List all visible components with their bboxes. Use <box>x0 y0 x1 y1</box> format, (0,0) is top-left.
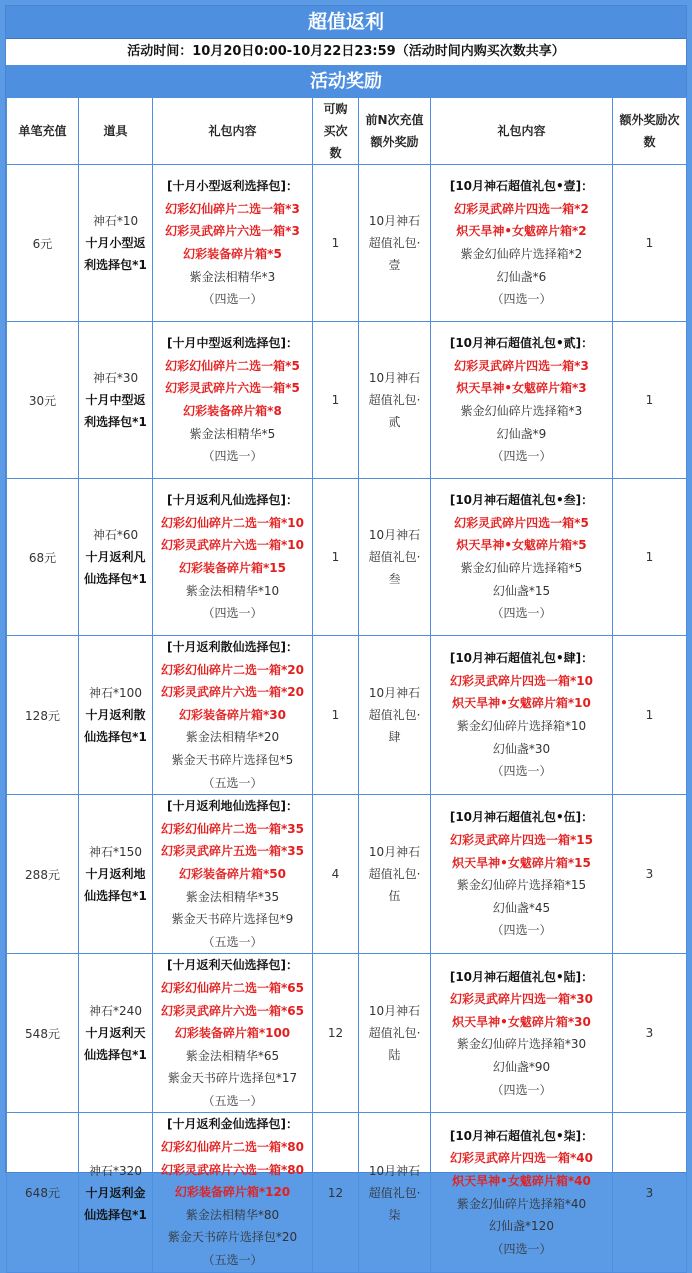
item-cell <box>79 479 153 636</box>
buy-times: 1 <box>313 479 359 636</box>
bonus-item: 幻仙盏*45 <box>492 900 551 915</box>
item-cell <box>79 795 153 954</box>
pack-item: 紫金天书碎片选择包*9 <box>171 912 294 927</box>
item-cell <box>79 636 153 795</box>
bonus-contents <box>431 795 613 954</box>
bonus-title: [10月神石超值礼包•陆]： <box>449 969 594 984</box>
extra-times: 1 <box>613 165 687 322</box>
pack-title: [十月返利散仙选择包]： <box>167 640 298 654</box>
bonus-contents <box>431 165 613 322</box>
pack-item: 紫金天书碎片选择包*5 <box>171 752 294 767</box>
activity-time: 活动时间：10月20日0:00-10月22日23:59（活动时间内购买次数共享） <box>6 39 686 67</box>
item-line: 仙选择包*1 <box>84 730 147 745</box>
item-line: 利选择包*1 <box>84 415 147 429</box>
bonus-red-item: 炽天旱神•女魃碎片箱*3 <box>456 381 587 396</box>
item-line: 神石*60 <box>92 528 139 542</box>
bonus-contents <box>431 954 613 1113</box>
bonus-item: 紫金幻仙碎片选择箱*10 <box>456 719 587 734</box>
bonus-red-item: 幻彩灵武碎片四选一箱*5 <box>454 515 589 530</box>
pack-red-item: 幻彩灵武碎片六选一箱*65 <box>161 1003 304 1018</box>
recharge-amount: 68元 <box>7 479 79 636</box>
bonus-line: 10月神石 <box>368 845 421 860</box>
bonus-red-item: 幻彩灵武碎片四选一箱*10 <box>450 673 593 688</box>
bonus-name <box>359 954 431 1113</box>
pack-choice: （五选一） <box>202 934 263 949</box>
pack-red-item: 幻彩幻仙碎片二选一箱*3 <box>165 201 300 216</box>
extra-times: 1 <box>613 322 687 479</box>
table-row <box>7 479 687 636</box>
bonus-item: 幻仙盏*30 <box>492 741 551 756</box>
pack-red-item: 幻彩装备碎片箱*50 <box>179 866 286 881</box>
bonus-line: 10月神石 <box>368 214 421 228</box>
bonus-contents <box>431 322 613 479</box>
bonus-red-item: 炽天旱神•女魃碎片箱*30 <box>452 1014 591 1029</box>
pack-item: 紫金法相精华*80 <box>185 1207 280 1222</box>
pack-red-item: 幻彩幻仙碎片二选一箱*65 <box>161 980 304 995</box>
pack-item: 紫金法相精华*10 <box>185 583 280 598</box>
item-line: 十月返利散 <box>85 708 146 723</box>
bonus-red-item: 幻彩灵武碎片四选一箱*30 <box>450 992 593 1007</box>
bonus-line: 超值礼包· <box>368 867 421 882</box>
pack-choice: （四选一） <box>202 449 263 464</box>
bonus-item: 紫金幻仙碎片选择箱*3 <box>460 404 583 418</box>
bonus-line: 贰 <box>388 415 401 429</box>
pack-item: 紫金法相精华*35 <box>185 889 280 904</box>
extra-times: 3 <box>613 795 687 954</box>
bonus-line: 伍 <box>388 889 401 904</box>
item-line: 神石*320 <box>89 1163 142 1178</box>
bonus-name <box>359 479 431 636</box>
bonus-item: 紫金幻仙碎片选择箱*30 <box>456 1037 587 1052</box>
pack-title: [十月小型返利选择包]： <box>167 179 298 194</box>
extra-times: 3 <box>613 954 687 1113</box>
extra-times: 3 <box>613 1113 687 1272</box>
bonus-red-item: 炽天旱神•女魃碎片箱*15 <box>452 855 591 870</box>
buy-times: 1 <box>313 322 359 479</box>
pack-red-item: 幻彩幻仙碎片二选一箱*5 <box>165 358 300 373</box>
bonus-line: 超值礼包· <box>368 550 421 564</box>
pack-red-item: 幻彩装备碎片箱*5 <box>183 247 282 261</box>
pack-red-item: 幻彩灵武碎片五选一箱*35 <box>161 844 304 859</box>
bonus-item: 幻仙盏*6 <box>496 269 547 284</box>
buy-times: 12 <box>313 954 359 1113</box>
pack-red-item: 幻彩幻仙碎片二选一箱*10 <box>161 515 304 530</box>
pack-title: [十月返利天仙选择包]： <box>167 958 298 973</box>
bonus-contents <box>431 1113 613 1272</box>
pack-item: 紫金法相精华*3 <box>189 269 276 284</box>
bonus-name <box>359 795 431 954</box>
item-line: 神石*150 <box>89 845 142 860</box>
bonus-line: 超值礼包· <box>368 236 421 250</box>
table-row <box>7 636 687 795</box>
pack-contents <box>153 795 313 954</box>
bonus-name <box>359 636 431 795</box>
bonus-line: 叁 <box>388 572 401 586</box>
bonus-red-item: 幻彩灵武碎片四选一箱*15 <box>450 833 593 848</box>
bonus-title: [10月神石超值礼包•叁]： <box>449 493 594 508</box>
bonus-item: 紫金幻仙碎片选择箱*5 <box>460 561 583 575</box>
bonus-line: 10月神石 <box>368 686 421 701</box>
item-line: 神石*10 <box>92 214 139 228</box>
item-line: 十月返利凡 <box>85 550 146 564</box>
item-line: 利选择包*1 <box>84 258 147 272</box>
bonus-item: 幻仙盏*15 <box>492 583 551 598</box>
pack-red-item: 幻彩装备碎片箱*30 <box>179 707 286 722</box>
bonus-line: 超值礼包· <box>368 1185 421 1200</box>
pack-title: [十月返利地仙选择包]： <box>167 799 298 814</box>
bonus-item: 幻仙盏*9 <box>496 426 547 441</box>
item-line: 十月返利金 <box>85 1185 146 1200</box>
item-cell <box>79 1113 153 1272</box>
table-header-row <box>7 98 687 165</box>
bonus-line: 壹 <box>388 258 401 272</box>
pack-choice: （五选一） <box>202 1093 263 1108</box>
reward-section-title: 活动奖励 <box>6 67 686 97</box>
pack-red-item: 幻彩装备碎片箱*120 <box>174 1185 291 1200</box>
extra-times: 1 <box>613 479 687 636</box>
recharge-amount: 648元 <box>7 1113 79 1272</box>
pack-choice: （五选一） <box>202 775 263 790</box>
pack-red-item: 幻彩灵武碎片六选一箱*10 <box>161 538 304 553</box>
pack-red-item: 幻彩灵武碎片六选一箱*20 <box>161 685 304 700</box>
pack-red-item: 幻彩幻仙碎片二选一箱*35 <box>161 821 304 836</box>
bonus-choice: （四选一） <box>491 764 552 779</box>
bonus-red-item: 幻彩灵武碎片四选一箱*40 <box>450 1151 593 1166</box>
bonus-line: 10月神石 <box>368 528 421 542</box>
bonus-choice: （四选一） <box>491 292 552 307</box>
pack-choice: （四选一） <box>202 606 263 621</box>
bonus-red-item: 炽天旱神•女魃碎片箱*10 <box>452 696 591 711</box>
item-line: 仙选择包*1 <box>84 1207 147 1222</box>
item-cell <box>79 954 153 1113</box>
item-cell <box>79 165 153 322</box>
buy-times: 12 <box>313 1113 359 1272</box>
pack-red-item: 幻彩装备碎片箱*15 <box>179 561 286 575</box>
item-line: 十月中型返 <box>85 393 146 407</box>
bonus-item: 幻仙盏*90 <box>492 1059 551 1074</box>
item-line: 神石*30 <box>92 371 139 385</box>
bonus-line: 柒 <box>388 1207 401 1222</box>
bonus-name <box>359 165 431 322</box>
item-cell <box>79 322 153 479</box>
bonus-item: 紫金幻仙碎片选择箱*40 <box>456 1196 587 1211</box>
pack-red-item: 幻彩装备碎片箱*8 <box>183 404 282 418</box>
pack-red-item: 幻彩灵武碎片六选一箱*80 <box>161 1162 304 1177</box>
recharge-amount: 30元 <box>7 322 79 479</box>
bonus-name <box>359 322 431 479</box>
bonus-item: 幻仙盏*120 <box>489 1219 554 1234</box>
bonus-red-item: 幻彩灵武碎片四选一箱*2 <box>454 201 589 216</box>
extra-times: 1 <box>613 636 687 795</box>
header-recharge: 单笔充值 <box>7 98 79 165</box>
bonus-contents <box>431 636 613 795</box>
bonus-title: [10月神石超值礼包•贰]： <box>449 336 594 351</box>
table-row <box>7 954 687 1113</box>
pack-choice: （五选一） <box>202 1253 263 1268</box>
rebate-panel <box>5 5 687 1268</box>
buy-times: 1 <box>313 165 359 322</box>
bonus-title: [10月神石超值礼包•壹]： <box>449 179 594 194</box>
header-item: 道具 <box>79 98 153 165</box>
table-row <box>7 795 687 954</box>
pack-red-item: 幻彩灵武碎片六选一箱*5 <box>165 381 300 396</box>
item-line: 仙选择包*1 <box>84 889 147 904</box>
pack-contents <box>153 165 313 322</box>
pack-contents <box>153 636 313 795</box>
bonus-name <box>359 1113 431 1272</box>
pack-red-item: 幻彩幻仙碎片二选一箱*20 <box>161 662 304 677</box>
header-extra-times: 额外奖励次数 <box>613 98 687 165</box>
bonus-red-item: 炽天旱神•女魃碎片箱*40 <box>452 1173 591 1188</box>
pack-item: 紫金法相精华*65 <box>185 1048 280 1063</box>
pack-item: 紫金法相精华*5 <box>189 426 276 441</box>
bonus-line: 10月神石 <box>368 371 421 385</box>
pack-red-item: 幻彩灵武碎片六选一箱*3 <box>165 224 300 239</box>
header-bonus: 前N次充值额外奖励 <box>359 98 431 165</box>
buy-times: 1 <box>313 636 359 795</box>
pack-contents <box>153 479 313 636</box>
pack-choice: （四选一） <box>202 292 263 307</box>
recharge-amount: 288元 <box>7 795 79 954</box>
recharge-amount: 128元 <box>7 636 79 795</box>
bonus-title: [10月神石超值礼包•柒]： <box>449 1128 594 1143</box>
pack-item: 紫金天书碎片选择包*20 <box>167 1230 298 1245</box>
item-line: 神石*100 <box>89 686 142 701</box>
pack-item: 紫金天书碎片选择包*17 <box>167 1071 298 1086</box>
bonus-contents <box>431 479 613 636</box>
pack-item: 紫金法相精华*20 <box>185 730 280 745</box>
page-title: 超值返利 <box>6 6 686 39</box>
header-buy-times: 可购买次数 <box>313 98 359 165</box>
bonus-choice: （四选一） <box>491 1241 552 1256</box>
bonus-line: 超值礼包· <box>368 1026 421 1041</box>
item-line: 仙选择包*1 <box>84 572 147 586</box>
bonus-red-item: 幻彩灵武碎片四选一箱*3 <box>454 358 589 373</box>
bonus-choice: （四选一） <box>491 449 552 464</box>
item-line: 神石*240 <box>89 1004 142 1019</box>
header-contents: 礼包内容 <box>153 98 313 165</box>
table-row <box>7 1113 687 1272</box>
bonus-red-item: 炽天旱神•女魃碎片箱*5 <box>456 538 587 553</box>
bonus-line: 超值礼包· <box>368 393 421 407</box>
bonus-red-item: 炽天旱神•女魃碎片箱*2 <box>456 224 587 239</box>
bonus-line: 10月神石 <box>368 1163 421 1178</box>
pack-title: [十月返利金仙选择包]： <box>167 1117 298 1132</box>
pack-red-item: 幻彩幻仙碎片二选一箱*80 <box>161 1140 304 1155</box>
bonus-item: 紫金幻仙碎片选择箱*15 <box>456 878 587 893</box>
pack-contents <box>153 954 313 1113</box>
bonus-line: 超值礼包· <box>368 708 421 723</box>
bonus-line: 肆 <box>388 730 401 745</box>
bonus-choice: （四选一） <box>491 606 552 621</box>
recharge-amount: 548元 <box>7 954 79 1113</box>
bonus-title: [10月神石超值礼包•肆]： <box>449 651 594 666</box>
recharge-amount: 6元 <box>7 165 79 322</box>
item-line: 十月小型返 <box>85 236 146 250</box>
pack-title: [十月返利凡仙选择包]： <box>167 493 298 508</box>
buy-times: 4 <box>313 795 359 954</box>
table-row <box>7 322 687 479</box>
bonus-item: 紫金幻仙碎片选择箱*2 <box>460 247 583 261</box>
table-row <box>7 165 687 322</box>
pack-title: [十月中型返利选择包]： <box>167 336 298 351</box>
header-bonus-contents: 礼包内容 <box>431 98 613 165</box>
reward-table <box>6 97 687 1273</box>
item-line: 仙选择包*1 <box>84 1048 147 1063</box>
item-line: 十月返利天 <box>85 1026 146 1041</box>
pack-contents <box>153 1113 313 1272</box>
bonus-choice: （四选一） <box>491 923 552 938</box>
bonus-choice: （四选一） <box>491 1082 552 1097</box>
bonus-line: 10月神石 <box>368 1004 421 1019</box>
bonus-title: [10月神石超值礼包•伍]： <box>449 810 594 825</box>
item-line: 十月返利地 <box>85 867 146 882</box>
bonus-line: 陆 <box>388 1048 401 1063</box>
pack-red-item: 幻彩装备碎片箱*100 <box>174 1026 291 1041</box>
pack-contents <box>153 322 313 479</box>
